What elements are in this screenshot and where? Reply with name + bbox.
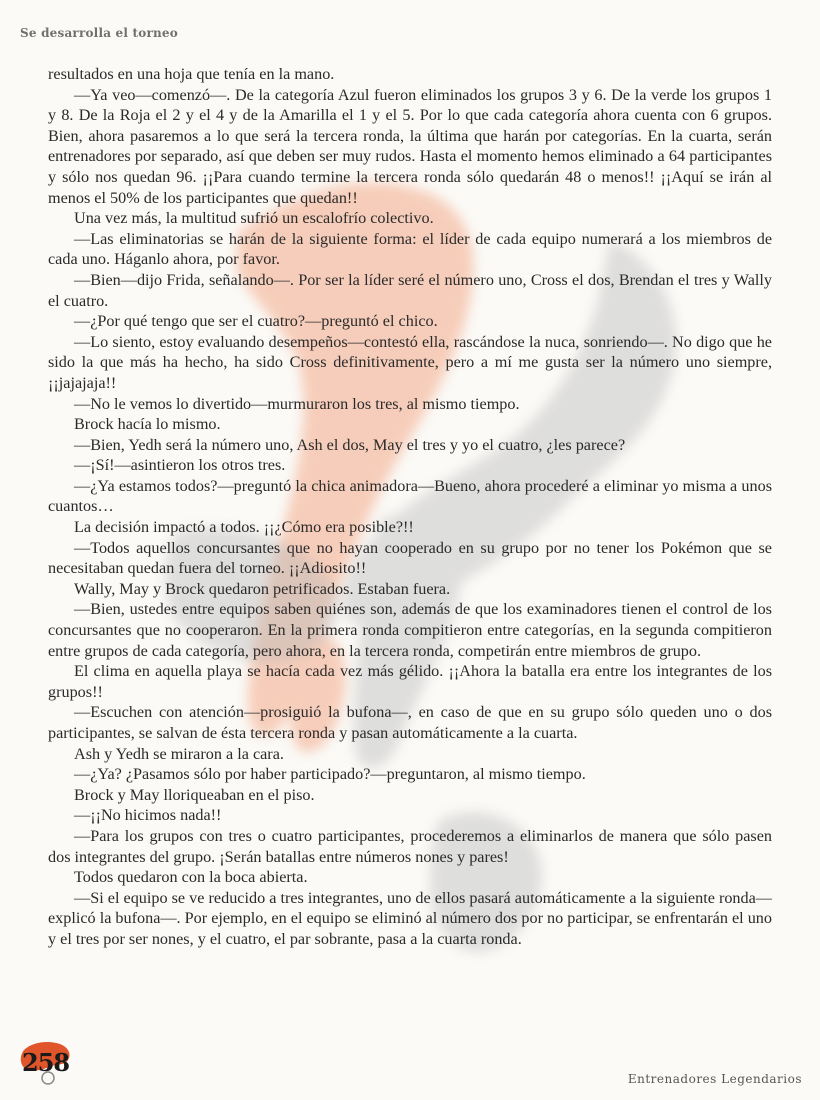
paragraph: Wally, May y Brock quedaron petrificados. Estaban fuera. bbox=[74, 579, 451, 598]
paragraph: —Bien—dijo Frida, señalando—. Por ser la líder seré el número uno, Cross el dos, Brendan el tres y Wally el cuatro. bbox=[48, 270, 772, 310]
paragraph: —¡¡No hicimos nada!! bbox=[74, 806, 222, 825]
page-number: 258 bbox=[22, 1048, 70, 1077]
paragraph: Brock hacía lo mismo. bbox=[74, 415, 221, 434]
page-number-badge bbox=[18, 1038, 74, 1086]
paragraph: —Lo siento, estoy evaluando desempeños—contestó ella, rascándose la nuca, sonriendo—. No digo que he sido la que más ha hecho, ha sido Cross definitivamente, pero a mí me gusta ser la número uno siempre, ¡¡jajajaja!! bbox=[48, 332, 772, 392]
paragraph: —¡Sí!—asintieron los otros tres. bbox=[74, 456, 286, 475]
paragraph: —No le vemos lo divertido—murmuraron los tres, al mismo tiempo. bbox=[74, 394, 520, 413]
paragraph: Ash y Yedh se miraron a la cara. bbox=[74, 744, 284, 763]
page-body bbox=[48, 64, 772, 950]
paragraph: —Ya veo—comenzó—. De la categoría Azul fueron eliminados los grupos 3 y 6. De la verde los grupos 1 y 8. De la Roja el 2 y el 4 y de la Amarilla el 1 y el 5. Por lo que cada categoría ahora cuenta con 6 grupos. Bien, ahora pasaremos a lo que será la tercera ronda, la última que harán por categorías. En la cuarta, serán entrenadores por separado, así que deben ser muy rudos. Hasta el momento hemos eliminado a 64 participantes y sólo nos quedan 96. ¡¡Para cuando termine la tercera ronda sólo quedarán 48 o menos!! ¡¡Aquí se irán al menos el 50% de los participantes que quedan!! bbox=[48, 85, 772, 207]
paragraph: —¿Por qué tengo que ser el cuatro?—preguntó el chico. bbox=[74, 312, 438, 331]
paragraph: —¿Ya estamos todos?—preguntó la chica animadora—Bueno, ahora procederé a eliminar yo misma a unos cuantos… bbox=[48, 476, 772, 516]
paragraph: resultados en una hoja que tenía en la mano. bbox=[48, 65, 335, 83]
paragraph: El clima en aquella playa se hacía cada vez más gélido. ¡¡Ahora la batalla era entre los integrantes de los grupos!! bbox=[48, 662, 772, 701]
paragraph: —Las eliminatorias se harán de la siguiente forma: el líder de cada equipo numerará a los miembros de cada uno. Háganlo ahora, por favor. bbox=[48, 229, 772, 269]
paragraph: —Si el equipo se ve reducido a tres integrantes, uno de ellos pasará automáticamente a la siguiente ronda—explicó la bufona—. Por ejemplo, en el equipo se eliminó al número dos por no participar, se enfrentarán el uno y el tres por ser nones, y el cuatro, el par sobrante, pasa a la cuarta ronda. bbox=[48, 888, 772, 948]
paragraph: Brock y May lloriqueaban en el piso. bbox=[74, 785, 315, 804]
running-header: Se desarrolla el torneo bbox=[20, 26, 178, 40]
paragraph: Todos quedaron con la boca abierta. bbox=[74, 868, 308, 887]
paragraph: —Bien, Yedh será la número uno, Ash el dos, May el tres y yo el cuatro, ¿les parece? bbox=[74, 435, 626, 454]
paragraph: —¿Ya? ¿Pasamos sólo por haber participado?—preguntaron, al mismo tiempo. bbox=[74, 765, 586, 784]
paragraph: —Todos aquellos concursantes que no hayan cooperado en su grupo por no tener los Pokémon que se necesitaban quedan fuera del torneo. ¡¡Adiosito!! bbox=[48, 538, 772, 578]
paragraph: —Escuchen con atención—prosiguió la bufona—, en caso de que en su grupo sólo queden uno o dos participantes, se salvan de ésta tercera ronda y pasan automáticamente a la cuarta. bbox=[48, 703, 772, 742]
running-footer: Entrenadores Legendarios bbox=[627, 1072, 802, 1086]
paragraph: Una vez más, la multitud sufrió un escalofrío colectivo. bbox=[74, 209, 434, 228]
paragraph: La decisión impactó a todos. ¡¡¿Cómo era posible?!! bbox=[74, 518, 414, 537]
paragraph: —Para los grupos con tres o cuatro participantes, procederemos a eliminarlos de manera que sólo pasen dos integrantes del grupo. ¡Serán batallas entre números nones y pares! bbox=[48, 826, 772, 866]
paragraph: —Bien, ustedes entre equipos saben quiénes son, además de que los examinadores tienen el control de los concursantes que no cooperaron. En la primera ronda compitieron entre categorías, en la segunda compitieron entre grupos de cada categoría, pero ahora, en la tercera ronda, competirán entre miembros de grupo. bbox=[48, 600, 772, 660]
